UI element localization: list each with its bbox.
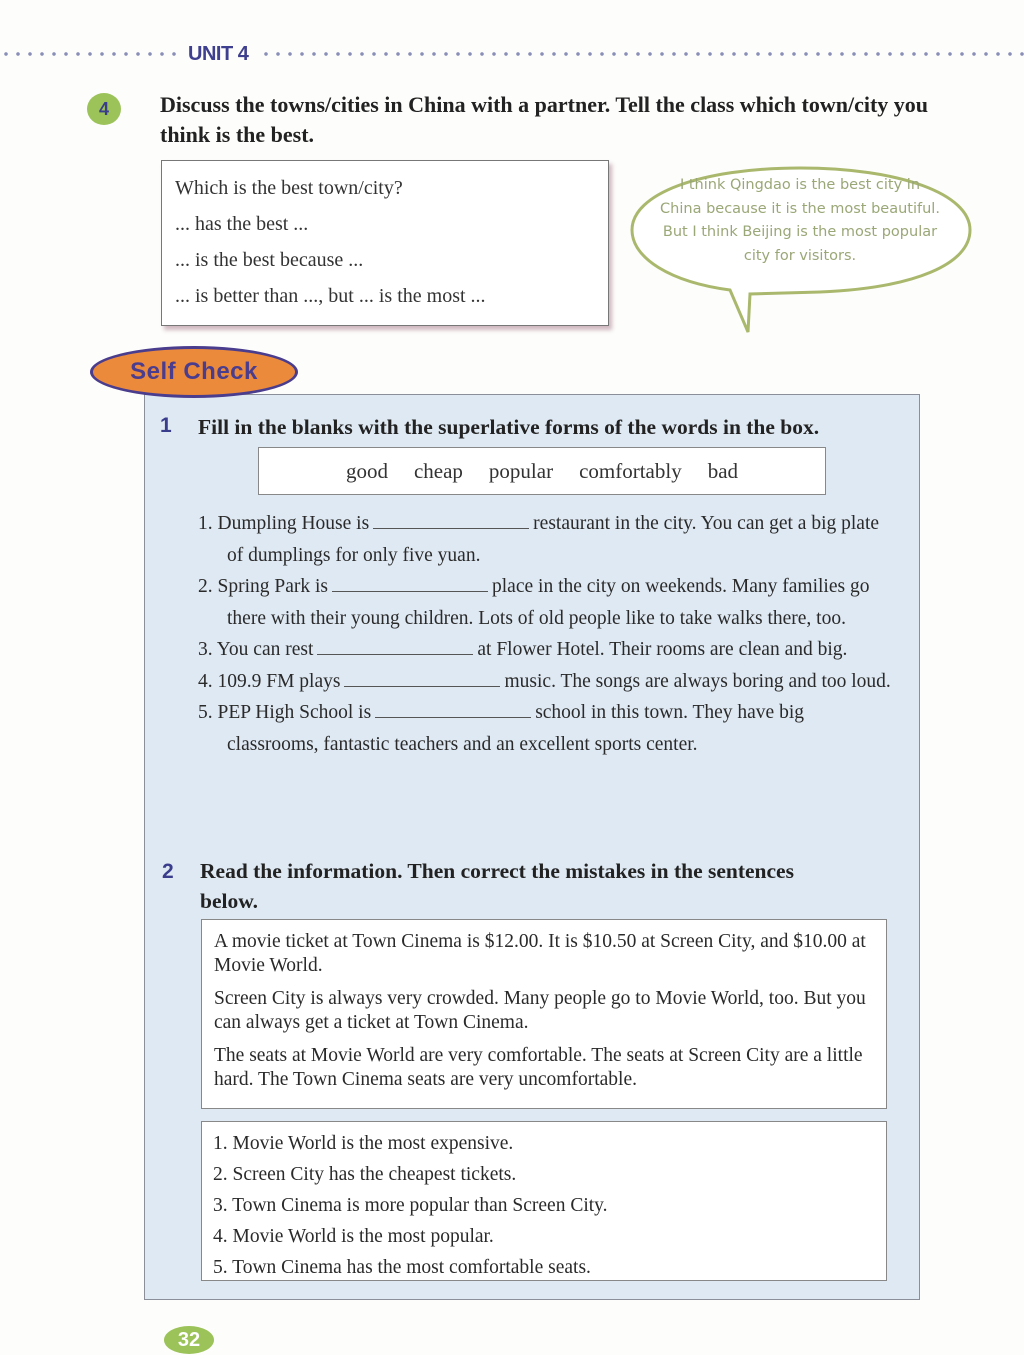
item-text-before: Spring Park is <box>217 576 329 597</box>
item-text-after: music. The songs are always boring and too loud. <box>504 670 891 692</box>
statement-item: 3. Town Cinema is more popular than Screen City. <box>213 1195 608 1216</box>
item-text-before: You can rest <box>216 639 314 660</box>
speech-bubble <box>630 164 970 294</box>
fill-blank-item <box>198 571 898 634</box>
statements-box <box>201 1121 887 1281</box>
section2-number: 2 <box>162 860 174 883</box>
item-number: 3. <box>198 639 213 660</box>
speech-bubble-text: I think Qingdao is the best city in China because it is the most beautiful. But I think Beijing is the most popular city for visitors. <box>660 177 940 264</box>
word-bank-item: good <box>345 458 388 483</box>
phrase-line: Which is the best town/city? <box>175 177 403 199</box>
answer-blank[interactable] <box>373 510 529 529</box>
useful-phrases-box <box>161 160 609 326</box>
unit-label: UNIT 4 <box>188 42 249 65</box>
page-number: 32 <box>164 1326 214 1354</box>
info-paragraph: Screen City is always very crowded. Many people go to Movie World, too. But you can always get a ticket at Town Cinema. <box>214 988 866 1033</box>
section1-instruction: Fill in the blanks with the superlative forms of the words in the box. <box>198 415 820 439</box>
word-bank-item: comfortably <box>579 458 682 483</box>
word-bank-item: popular <box>488 458 554 483</box>
section2-instruction: Read the information. Then correct the mistakes in the sentences below. <box>200 859 794 913</box>
item-text-after: school in this town. They have big classrooms, fantastic teachers and an excellent sports center. <box>227 702 805 755</box>
self-check-badge <box>90 346 298 398</box>
item-number: 5. <box>198 702 213 723</box>
answer-blank[interactable] <box>317 636 473 655</box>
unit-header <box>0 42 1024 66</box>
cinema-info-box <box>201 919 887 1109</box>
answer-blank[interactable] <box>344 668 500 687</box>
answer-blank[interactable] <box>375 699 531 718</box>
item-number: 4. <box>198 670 213 692</box>
statement-item: 2. Screen City has the cheapest tickets. <box>213 1164 517 1185</box>
fill-blank-item <box>198 634 898 666</box>
word-bank-box <box>258 447 826 495</box>
dotted-rule-right <box>260 51 1024 57</box>
fill-blank-item <box>198 697 898 760</box>
fill-blank-item <box>198 508 898 571</box>
statement-item: 5. Town Cinema has the most comfortable seats. <box>213 1257 591 1278</box>
item-number: 1. <box>198 513 213 534</box>
word-bank-item: cheap <box>413 458 463 483</box>
exercise-number-badge: 4 <box>87 93 121 125</box>
fill-blank-item <box>198 666 898 698</box>
phrase-line: ... is better than ..., but ... is the most ... <box>175 285 486 307</box>
statement-item: 1. Movie World is the most expensive. <box>213 1133 514 1154</box>
exercise-instruction: Discuss the towns/cities in China with a partner. Tell the class which town/city you think is the best. <box>160 92 929 147</box>
phrase-line: ... has the best ... <box>175 213 309 235</box>
answer-blank[interactable] <box>332 573 488 592</box>
fill-blank-list <box>198 508 898 760</box>
item-number: 2. <box>198 576 213 597</box>
self-check-label: Self Check <box>130 358 258 385</box>
item-text-before: PEP High School is <box>217 702 372 723</box>
info-paragraph: The seats at Movie World are very comfortable. The seats at Screen City are a little hard. The Town Cinema seats are very uncomfortable. <box>214 1045 863 1090</box>
info-paragraph: A movie ticket at Town Cinema is $12.00. It is $10.50 at Screen City, and $10.00 at Movie World. <box>214 931 866 976</box>
phrase-line: ... is the best because ... <box>175 249 364 271</box>
statement-item: 4. Movie World is the most popular. <box>213 1226 494 1247</box>
item-text-after: at Flower Hotel. Their rooms are clean and big. <box>477 639 848 660</box>
section1-number: 1 <box>160 414 172 437</box>
word-bank-item: bad <box>707 458 739 483</box>
item-text-after: restaurant in the city. You can get a big plate of dumplings for only five yuan. <box>227 513 880 566</box>
item-text-after: place in the city on weekends. Many families go there with their young children. Lots of old people like to take walks there, too. <box>227 576 870 629</box>
dotted-rule-left <box>0 51 176 57</box>
item-text-before: Dumpling House is <box>217 513 370 534</box>
item-text-before: 109.9 FM plays <box>217 670 341 692</box>
